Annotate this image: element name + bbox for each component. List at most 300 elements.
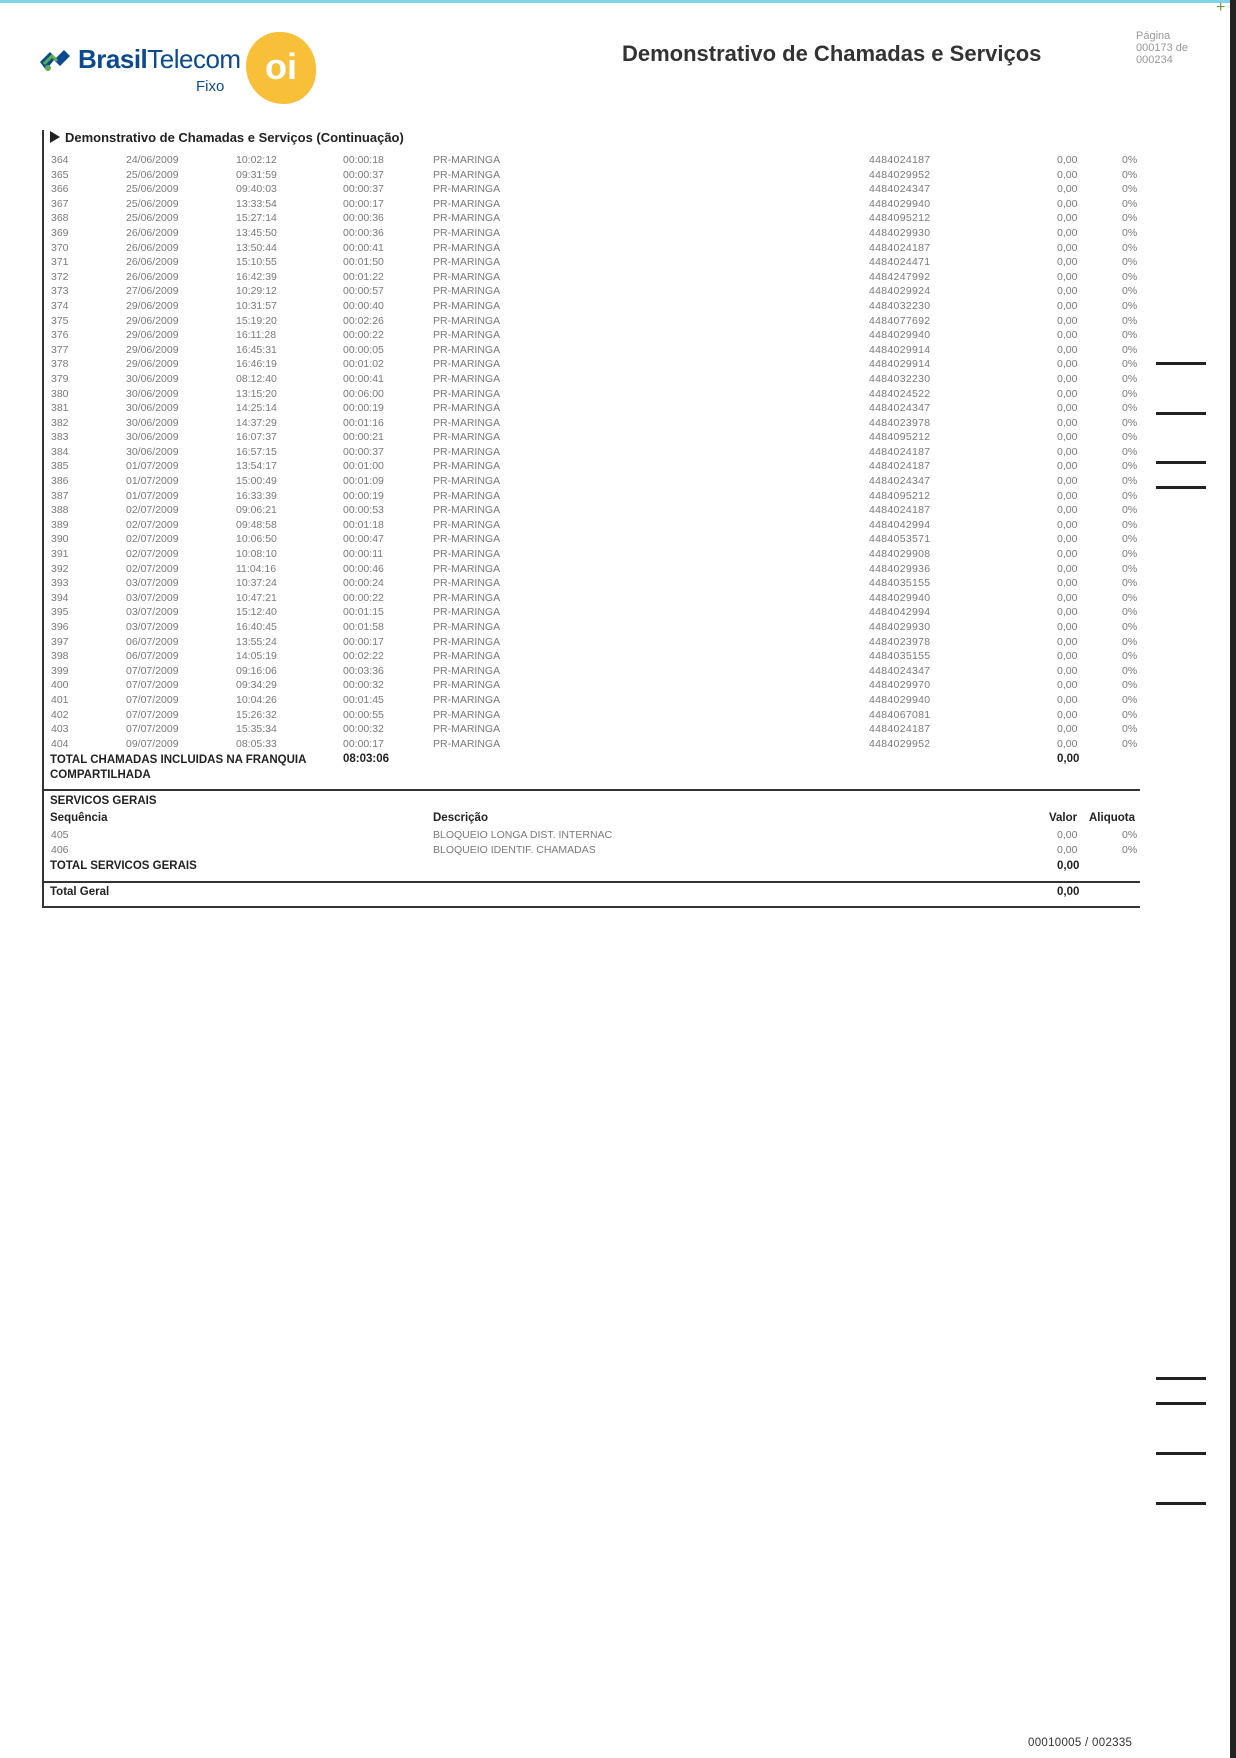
- call-aliquota: 0%: [1122, 475, 1138, 488]
- call-date: 02/07/2009: [126, 562, 179, 575]
- call-origin: PR-MARINGA: [433, 226, 501, 239]
- call-duration: 00:00:17: [343, 635, 384, 648]
- table-row: [50, 518, 1150, 533]
- call-value: 0,00: [1057, 358, 1078, 371]
- call-aliquota: 0%: [1122, 387, 1138, 400]
- call-time: 15:12:40: [236, 606, 277, 619]
- call-number: 4484024347: [869, 664, 931, 677]
- call-origin: PR-MARINGA: [433, 562, 501, 575]
- call-duration: 00:00:36: [343, 212, 384, 225]
- call-duration: 00:01:09: [343, 475, 384, 488]
- calls-total-duration: 08:03:06: [343, 753, 390, 765]
- call-aliquota: 0%: [1122, 708, 1138, 721]
- call-value: 0,00: [1057, 635, 1078, 648]
- call-time: 15:00:49: [236, 475, 277, 488]
- call-sequence: 377: [51, 343, 69, 356]
- triangle-marker-icon: [50, 131, 60, 143]
- call-aliquota: 0%: [1122, 402, 1138, 415]
- call-time: 10:47:21: [236, 591, 277, 604]
- call-date: 24/06/2009: [126, 154, 179, 166]
- call-duration: 00:01:45: [343, 693, 384, 706]
- omr-mark: [1156, 461, 1206, 464]
- call-sequence: 394: [51, 591, 69, 604]
- call-number: 4484023978: [869, 635, 931, 648]
- table-row: [50, 387, 1150, 402]
- call-sequence: 370: [51, 241, 69, 254]
- call-value: 0,00: [1057, 183, 1078, 196]
- call-number: 4484077692: [869, 314, 931, 327]
- call-time: 10:04:26: [236, 693, 277, 706]
- table-row: [50, 299, 1150, 314]
- call-aliquota: 0%: [1122, 518, 1138, 531]
- call-duration: 00:00:46: [343, 562, 384, 575]
- call-number: 4484029940: [869, 197, 931, 210]
- call-value: 0,00: [1057, 197, 1078, 210]
- call-time: 13:15:20: [236, 387, 277, 400]
- call-duration: 00:01:50: [343, 256, 384, 269]
- omr-mark: [1156, 412, 1206, 415]
- call-time: 16:42:39: [236, 270, 277, 283]
- call-aliquota: 0%: [1122, 226, 1138, 239]
- call-duration: 00:01:00: [343, 460, 384, 473]
- table-row: [50, 255, 1150, 270]
- call-number: 4484035155: [869, 650, 931, 663]
- call-duration: 00:00:41: [343, 241, 384, 254]
- call-date: 30/06/2009: [126, 416, 179, 429]
- call-value: 0,00: [1057, 693, 1078, 706]
- call-time: 16:57:15: [236, 445, 277, 458]
- call-sequence: 382: [51, 416, 69, 429]
- call-aliquota: 0%: [1122, 270, 1138, 283]
- call-number: 4484035155: [869, 577, 931, 590]
- table-row: [50, 314, 1150, 329]
- table-row: [50, 678, 1150, 693]
- call-time: 13:55:24: [236, 635, 277, 648]
- call-number: 4484024187: [869, 504, 931, 517]
- call-value: 0,00: [1057, 154, 1078, 166]
- table-row: [50, 562, 1150, 577]
- call-sequence: 378: [51, 358, 69, 371]
- call-date: 29/06/2009: [126, 314, 179, 327]
- call-origin: PR-MARINGA: [433, 577, 501, 590]
- call-duration: 00:00:19: [343, 402, 384, 415]
- call-value: 0,00: [1057, 475, 1078, 488]
- call-duration: 00:01:18: [343, 518, 384, 531]
- call-origin: PR-MARINGA: [433, 314, 501, 327]
- call-duration: 00:00:36: [343, 226, 384, 239]
- call-date: 01/07/2009: [126, 460, 179, 473]
- call-origin: PR-MARINGA: [433, 212, 501, 225]
- call-value: 0,00: [1057, 664, 1078, 677]
- call-sequence: 386: [51, 475, 69, 488]
- call-number: 4484024187: [869, 445, 931, 458]
- table-row: [50, 532, 1150, 547]
- section-title: Demonstrativo de Chamadas e Serviços (Continuação): [50, 130, 404, 145]
- call-number: 4484029936: [869, 562, 931, 575]
- call-duration: 00:00:37: [343, 168, 384, 181]
- call-aliquota: 0%: [1122, 606, 1138, 619]
- table-row: [50, 664, 1150, 679]
- call-aliquota: 0%: [1122, 591, 1138, 604]
- table-row: [50, 357, 1150, 372]
- call-duration: 00:00:55: [343, 708, 384, 721]
- call-aliquota: 0%: [1122, 372, 1138, 385]
- call-duration: 00:02:26: [343, 314, 384, 327]
- call-time: 16:33:39: [236, 489, 277, 502]
- call-number: 4484029930: [869, 621, 931, 633]
- table-row: [50, 722, 1150, 737]
- call-sequence: 387: [51, 489, 69, 502]
- call-aliquota: 0%: [1122, 168, 1138, 181]
- call-origin: PR-MARINGA: [433, 475, 501, 488]
- call-sequence: 374: [51, 299, 69, 312]
- call-number: 4484024471: [869, 256, 931, 269]
- call-value: 0,00: [1057, 562, 1078, 575]
- table-row: [50, 270, 1150, 285]
- call-number: 4484029970: [869, 679, 931, 692]
- call-duration: 00:00:11: [343, 548, 384, 561]
- table-row: [50, 576, 1150, 591]
- call-value: 0,00: [1057, 212, 1078, 225]
- call-number: 4484042994: [869, 606, 931, 619]
- call-sequence: 375: [51, 314, 69, 327]
- call-date: 03/07/2009: [126, 577, 179, 590]
- call-time: 16:07:37: [236, 431, 277, 444]
- table-row: [50, 197, 1150, 212]
- call-sequence: 379: [51, 372, 69, 385]
- call-aliquota: 0%: [1122, 197, 1138, 210]
- call-aliquota: 0%: [1122, 212, 1138, 225]
- call-aliquota: 0%: [1122, 533, 1138, 546]
- call-number: 4484024187: [869, 460, 931, 473]
- table-row: [50, 649, 1150, 664]
- call-origin: PR-MARINGA: [433, 737, 501, 750]
- call-origin: PR-MARINGA: [433, 372, 501, 385]
- section-frame-border: [42, 130, 44, 908]
- call-time: 10:29:12: [236, 285, 277, 298]
- call-sequence: 392: [51, 562, 69, 575]
- call-origin: PR-MARINGA: [433, 270, 501, 283]
- table-row: [50, 168, 1150, 183]
- call-value: 0,00: [1057, 314, 1078, 327]
- call-number: 4484029914: [869, 343, 931, 356]
- call-date: 29/06/2009: [126, 299, 179, 312]
- call-date: 27/06/2009: [126, 285, 179, 298]
- call-number: 4484029952: [869, 168, 931, 181]
- call-aliquota: 0%: [1122, 635, 1138, 648]
- call-duration: 00:00:32: [343, 679, 384, 692]
- call-number: 4484024187: [869, 723, 931, 736]
- table-row: [50, 328, 1150, 343]
- call-aliquota: 0%: [1122, 154, 1138, 166]
- call-number: 4484029924: [869, 285, 931, 298]
- call-date: 07/07/2009: [126, 693, 179, 706]
- call-date: 03/07/2009: [126, 606, 179, 619]
- omr-mark: [1156, 1502, 1206, 1505]
- call-time: 09:06:21: [236, 504, 277, 517]
- call-date: 03/07/2009: [126, 591, 179, 604]
- call-date: 30/06/2009: [126, 387, 179, 400]
- call-sequence: 396: [51, 621, 69, 633]
- call-sequence: 367: [51, 197, 69, 210]
- table-row: [50, 503, 1150, 518]
- call-value: 0,00: [1057, 650, 1078, 663]
- call-value: 0,00: [1057, 445, 1078, 458]
- call-number: 4484247992: [869, 270, 931, 283]
- call-date: 29/06/2009: [126, 343, 179, 356]
- call-duration: 00:00:32: [343, 723, 384, 736]
- call-date: 30/06/2009: [126, 445, 179, 458]
- omr-mark: [1156, 1377, 1206, 1380]
- call-sequence: 395: [51, 606, 69, 619]
- call-duration: 00:01:16: [343, 416, 384, 429]
- call-value: 0,00: [1057, 416, 1078, 429]
- table-row: [50, 153, 1150, 168]
- call-time: 15:27:14: [236, 212, 277, 225]
- call-date: 01/07/2009: [126, 475, 179, 488]
- call-duration: 00:00:17: [343, 197, 384, 210]
- call-number: 4484024187: [869, 241, 931, 254]
- call-duration: 00:06:00: [343, 387, 384, 400]
- call-sequence: 369: [51, 226, 69, 239]
- call-value: 0,00: [1057, 256, 1078, 269]
- call-sequence: 384: [51, 445, 69, 458]
- call-origin: PR-MARINGA: [433, 431, 501, 444]
- call-value: 0,00: [1057, 241, 1078, 254]
- call-aliquota: 0%: [1122, 358, 1138, 371]
- call-number: 4484032230: [869, 299, 931, 312]
- service-row: 406 BLOQUEIO IDENTIF. CHAMADAS 0,00 0%: [51, 844, 1138, 856]
- call-origin: PR-MARINGA: [433, 285, 501, 298]
- call-date: 09/07/2009: [126, 737, 179, 750]
- call-aliquota: 0%: [1122, 329, 1138, 342]
- call-duration: 00:00:40: [343, 299, 384, 312]
- call-origin: PR-MARINGA: [433, 650, 501, 663]
- call-aliquota: 0%: [1122, 431, 1138, 444]
- call-sequence: 372: [51, 270, 69, 283]
- call-time: 13:33:54: [236, 197, 277, 210]
- call-duration: 00:00:17: [343, 737, 384, 750]
- call-duration: 00:00:53: [343, 504, 384, 517]
- table-row: [50, 182, 1150, 197]
- call-number: 4484029908: [869, 548, 931, 561]
- call-time: 14:25:14: [236, 402, 277, 415]
- call-value: 0,00: [1057, 329, 1078, 342]
- call-value: 0,00: [1057, 168, 1078, 181]
- call-number: 4484029940: [869, 591, 931, 604]
- service-row: 405 BLOQUEIO LONGA DIST. INTERNAC 0,00 0%: [51, 829, 1138, 841]
- services-total-value: 0,00: [1057, 860, 1080, 872]
- call-aliquota: 0%: [1122, 562, 1138, 575]
- call-date: 25/06/2009: [126, 183, 179, 196]
- call-number: 4484029930: [869, 226, 931, 239]
- call-value: 0,00: [1057, 402, 1078, 415]
- call-sequence: 402: [51, 708, 69, 721]
- call-value: 0,00: [1057, 372, 1078, 385]
- call-number: 4484095212: [869, 431, 931, 444]
- table-row: [50, 474, 1150, 489]
- call-date: 29/06/2009: [126, 358, 179, 371]
- call-number: 4484024347: [869, 402, 931, 415]
- call-time: 14:37:29: [236, 416, 277, 429]
- call-date: 02/07/2009: [126, 548, 179, 561]
- call-date: 30/06/2009: [126, 402, 179, 415]
- omr-mark: [1156, 1452, 1206, 1455]
- call-origin: PR-MARINGA: [433, 445, 501, 458]
- call-date: 29/06/2009: [126, 329, 179, 342]
- call-origin: PR-MARINGA: [433, 329, 501, 342]
- call-value: 0,00: [1057, 679, 1078, 692]
- call-aliquota: 0%: [1122, 504, 1138, 517]
- grand-total-value: 0,00: [1057, 886, 1080, 898]
- col-descricao: Descrição: [433, 812, 488, 824]
- call-origin: PR-MARINGA: [433, 591, 501, 604]
- page-indicator: Página 000173 de 000234: [1136, 30, 1188, 66]
- call-time: 15:10:55: [236, 256, 277, 269]
- call-time: 16:46:19: [236, 358, 277, 371]
- call-origin: PR-MARINGA: [433, 504, 501, 517]
- call-sequence: 381: [51, 402, 69, 415]
- call-time: 13:54:17: [236, 460, 277, 473]
- call-aliquota: 0%: [1122, 285, 1138, 298]
- call-date: 06/07/2009: [126, 635, 179, 648]
- call-time: 14:05:19: [236, 650, 277, 663]
- call-value: 0,00: [1057, 343, 1078, 356]
- call-origin: PR-MARINGA: [433, 299, 501, 312]
- call-number: 4484032230: [869, 372, 931, 385]
- call-time: 09:34:29: [236, 679, 277, 692]
- call-origin: PR-MARINGA: [433, 256, 501, 269]
- omr-mark: [1156, 486, 1206, 489]
- call-sequence: 388: [51, 504, 69, 517]
- omr-mark: [1156, 362, 1206, 365]
- call-origin: PR-MARINGA: [433, 343, 501, 356]
- call-aliquota: 0%: [1122, 548, 1138, 561]
- call-duration: 00:01:22: [343, 270, 384, 283]
- call-date: 07/07/2009: [126, 723, 179, 736]
- call-number: 4484095212: [869, 489, 931, 502]
- table-row: [50, 737, 1150, 752]
- call-sequence: 400: [51, 679, 69, 692]
- call-aliquota: 0%: [1122, 577, 1138, 590]
- call-date: 25/06/2009: [126, 168, 179, 181]
- call-aliquota: 0%: [1122, 460, 1138, 473]
- call-origin: PR-MARINGA: [433, 518, 501, 531]
- call-origin: PR-MARINGA: [433, 197, 501, 210]
- call-sequence: 383: [51, 431, 69, 444]
- omr-mark: [1156, 1402, 1206, 1405]
- call-origin: PR-MARINGA: [433, 489, 501, 502]
- call-sequence: 380: [51, 387, 69, 400]
- table-row: [50, 605, 1150, 620]
- call-value: 0,00: [1057, 577, 1078, 590]
- call-sequence: 404: [51, 737, 69, 750]
- call-aliquota: 0%: [1122, 299, 1138, 312]
- call-duration: 00:00:21: [343, 431, 384, 444]
- call-aliquota: 0%: [1122, 650, 1138, 663]
- call-time: 15:35:34: [236, 723, 277, 736]
- call-time: 10:02:12: [236, 154, 277, 166]
- call-sequence: 390: [51, 533, 69, 546]
- call-duration: 00:03:36: [343, 664, 384, 677]
- calls-table: [50, 153, 1150, 751]
- call-sequence: 385: [51, 460, 69, 473]
- table-row: [50, 693, 1150, 708]
- call-origin: PR-MARINGA: [433, 708, 501, 721]
- call-duration: 00:00:57: [343, 285, 384, 298]
- call-origin: PR-MARINGA: [433, 693, 501, 706]
- page-title: Demonstrativo de Chamadas e Serviços: [622, 41, 1042, 66]
- call-value: 0,00: [1057, 299, 1078, 312]
- call-date: 01/07/2009: [126, 489, 179, 502]
- call-origin: PR-MARINGA: [433, 154, 501, 166]
- call-number: 4484023978: [869, 416, 931, 429]
- services-title: SERVICOS GERAIS: [50, 795, 157, 807]
- divider: [42, 789, 1140, 791]
- call-number: 4484024522: [869, 387, 931, 400]
- divider: [42, 906, 1140, 908]
- grand-total-label: Total Geral: [50, 886, 110, 898]
- table-row: [50, 591, 1150, 606]
- table-row: [50, 343, 1150, 358]
- call-time: 10:08:10: [236, 548, 277, 561]
- call-duration: 00:00:37: [343, 183, 384, 196]
- call-aliquota: 0%: [1122, 314, 1138, 327]
- call-sequence: 393: [51, 577, 69, 590]
- call-time: 10:06:50: [236, 533, 277, 546]
- call-number: 4484024187: [869, 154, 931, 166]
- call-aliquota: 0%: [1122, 343, 1138, 356]
- call-time: 08:12:40: [236, 372, 277, 385]
- call-origin: PR-MARINGA: [433, 635, 501, 648]
- call-aliquota: 0%: [1122, 664, 1138, 677]
- call-duration: 00:01:02: [343, 358, 384, 371]
- call-duration: 00:00:18: [343, 154, 384, 166]
- table-row: [50, 445, 1150, 460]
- call-time: 09:31:59: [236, 168, 277, 181]
- table-row: [50, 489, 1150, 504]
- call-origin: PR-MARINGA: [433, 241, 501, 254]
- call-number: 4484067081: [869, 708, 931, 721]
- call-duration: 00:00:05: [343, 343, 384, 356]
- call-value: 0,00: [1057, 591, 1078, 604]
- call-time: 16:40:45: [236, 621, 277, 633]
- table-row: [50, 401, 1150, 416]
- call-sequence: 401: [51, 693, 69, 706]
- call-value: 0,00: [1057, 489, 1078, 502]
- call-number: 4484095212: [869, 212, 931, 225]
- call-sequence: 398: [51, 650, 69, 663]
- call-aliquota: 0%: [1122, 183, 1138, 196]
- call-origin: PR-MARINGA: [433, 606, 501, 619]
- table-row: [50, 620, 1150, 635]
- call-duration: 00:00:22: [343, 591, 384, 604]
- call-aliquota: 0%: [1122, 723, 1138, 736]
- call-date: 26/06/2009: [126, 226, 179, 239]
- call-value: 0,00: [1057, 270, 1078, 283]
- call-sequence: 366: [51, 183, 69, 196]
- call-value: 0,00: [1057, 533, 1078, 546]
- table-row: [50, 284, 1150, 299]
- call-date: 06/07/2009: [126, 650, 179, 663]
- call-origin: PR-MARINGA: [433, 460, 501, 473]
- call-aliquota: 0%: [1122, 416, 1138, 429]
- call-time: 15:19:20: [236, 314, 277, 327]
- call-value: 0,00: [1057, 504, 1078, 517]
- call-duration: 00:01:15: [343, 606, 384, 619]
- call-number: 4484053571: [869, 533, 931, 546]
- call-number: 4484029940: [869, 329, 931, 342]
